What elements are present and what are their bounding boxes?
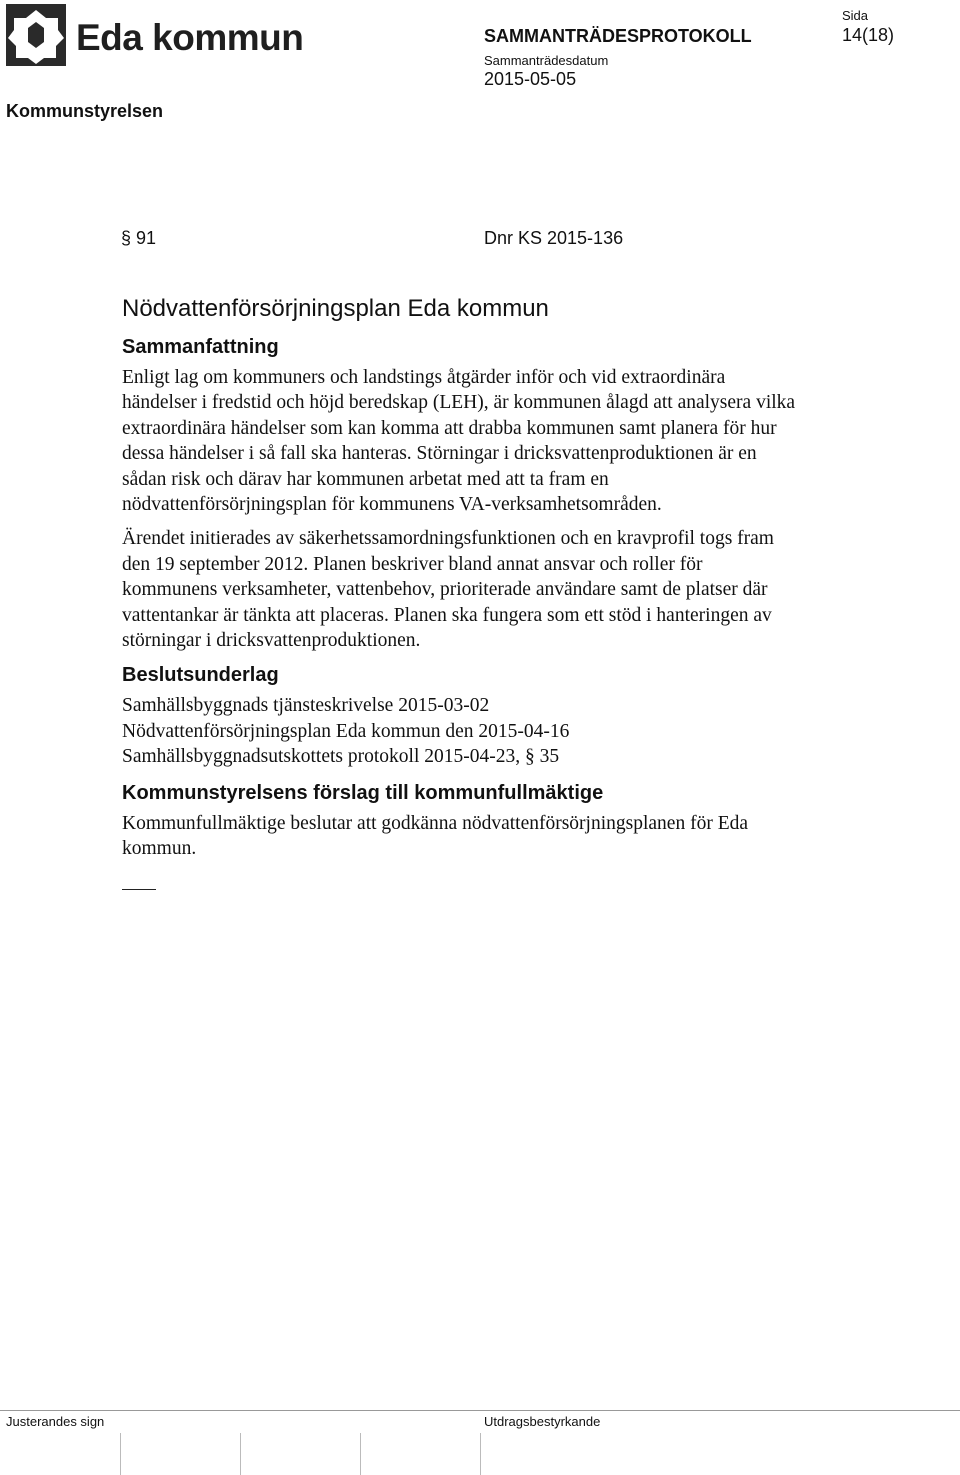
signature-divider: [240, 1433, 241, 1475]
extract-certification-label: Utdragsbestyrkande: [484, 1414, 601, 1429]
case-number: Dnr KS 2015-136: [484, 228, 624, 248]
basis-heading: Beslutsunderlag: [122, 664, 279, 687]
signature-divider: [360, 1433, 361, 1475]
end-rule: [122, 889, 156, 890]
page-label: Sida: [842, 8, 869, 23]
proposal-text: Kommunfullmäktige beslutar att godkänna nödvattenförsörjningsplanen för Eda kommun.: [122, 812, 749, 860]
document-type: SAMMANTRÄDESPROTOKOLL: [484, 26, 752, 46]
organization-name: Kommunstyrelsen: [6, 101, 164, 121]
justification-sign-label: Justerandes sign: [6, 1414, 105, 1429]
paragraph-symbol: §: [121, 228, 132, 248]
page-number: 14(18): [842, 25, 895, 45]
signature-divider: [480, 1433, 481, 1475]
basis-item: Samhällsbyggnads tjänsteskrivelse 2015-03-02: [122, 695, 490, 717]
basis-item-paragraph-symbol: §: [524, 746, 535, 768]
meeting-date: 2015-05-05: [484, 69, 577, 89]
municipality-logo-icon: [6, 4, 66, 66]
signature-divider: [120, 1433, 121, 1475]
proposal-heading: Kommunstyrelsens förslag till kommunfullmäktige: [122, 781, 604, 804]
basis-item: [122, 744, 802, 769]
basis-item-paragraph-number: 35: [539, 746, 560, 768]
paragraph-value: 91: [136, 228, 157, 248]
paragraph-number: [121, 227, 156, 249]
summary-heading: Sammanfattning: [122, 336, 279, 358]
logo-wordmark: Eda kommun: [76, 17, 304, 58]
document-title: Nödvattenförsörjningsplan Eda kommun: [122, 295, 549, 322]
document-body: [122, 294, 802, 890]
summary-paragraph-1: Enligt lag om kommuners och landstings åtgärder inför och vid extraordinära händelser i fredstid och höjd beredskap (LEH), är kommunen ålagd att analysera vilka extraordinära händelser som kan komma att drabba kommunen samt planera för hur dessa händelser i så fall ska hanteras. Störningar i dricksvattenproduktionen är en sådan risk och därav har kommunen arbetat med att ta fram en nödvattenförsörjningsplan för kommunens VA-verksamhetsområden.: [122, 367, 796, 516]
basis-item-text: Samhällsbyggnadsutskottets protokoll 2015-04-23,: [122, 746, 521, 768]
basis-item: Nödvattenförsörjningsplan Eda kommun den 2015-04-16: [122, 720, 570, 742]
meeting-date-label: Sammanträdesdatum: [484, 53, 609, 68]
basis-list: [122, 693, 802, 769]
footer-signature-box: [0, 1410, 960, 1475]
summary-paragraph-2: Ärendet initierades av säkerhetssamordningsfunktionen och en kravprofil togs fram den 19 september 2012. Planen beskriver bland annat ansvar och roller för kommunens verksamheter, vattenbehov, prioriterade användare samt de platser där vattentankar är tänkta att placeras. Planen ska fungera som ett stöd i hanteringen av störningar i dricksvattenproduktionen.: [122, 528, 774, 652]
